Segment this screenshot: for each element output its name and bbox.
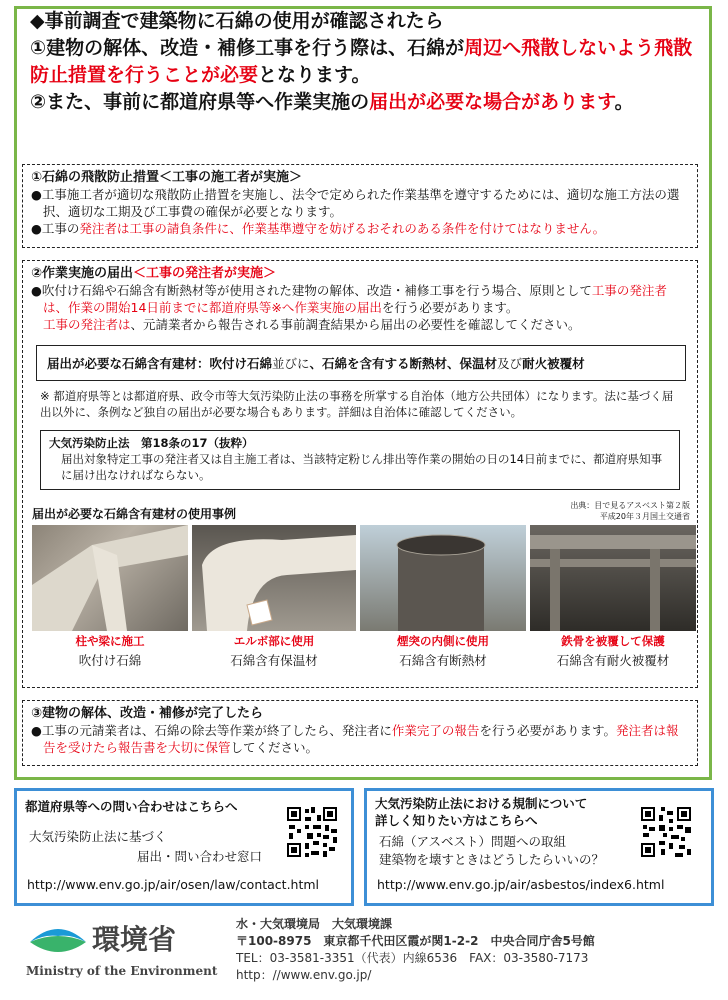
source-note: 出典：目で見るアスベスト第２版 平成20年３月国土交通省 bbox=[570, 501, 690, 521]
example1-caption: 吹付け石綿 bbox=[78, 653, 142, 668]
ministry-name-logo: 環境省 bbox=[92, 923, 177, 956]
header-line1: ◆事前調査で建築物に石綿の使用が確認されたら bbox=[30, 10, 444, 32]
photo-chimney-insulation bbox=[360, 525, 526, 631]
section3-title: ③建物の解体、改造・補修が完了したら bbox=[31, 706, 264, 721]
contact-right-links: 石綿（アスベスト）問題への取組 建築物を壊すときはどうしたらいいの？ bbox=[379, 834, 605, 867]
section2-bullet1: ●吹付け石綿や石綿含有断熱材等が使用された建物の解体、改造・補修工事を行う場合、原則として工事の発注者は、作業の開始14日前までに都道府県等※へ作業実施の届出を行う必要があります。 工事の発注者は、元請業者から報告される事前調査結果から届出の必要性を確認してください。 bbox=[31, 283, 667, 332]
law-title: 大気汚染防止法 第18条の17（抜粋） bbox=[49, 436, 254, 450]
contact-left-title: 都道府県等への問い合わせはこちらへ bbox=[25, 799, 238, 814]
footer-web: http：//www.env.go.jp/ bbox=[236, 968, 372, 982]
ministry-logo-icon bbox=[28, 918, 88, 962]
example4-caption-red: 鉄骨を被覆して保護 bbox=[561, 634, 665, 648]
contact-right-title: 大気汚染防止法における規制について 詳しく知りたい方はこちらへ bbox=[375, 796, 588, 828]
example2-caption-red: エルボ部に使用 bbox=[233, 634, 315, 648]
contact-prefecture-box bbox=[14, 788, 354, 906]
footer-address: 〒100-8975 東京都千代田区霞が関1-2-2 中央合同庁舎5号館 bbox=[236, 934, 595, 948]
contact-left-line1: 大気汚染防止法に基づく bbox=[29, 829, 167, 844]
ministry-name-en: Ministry of the Environment bbox=[26, 964, 218, 978]
example2-caption: 石綿含有保温材 bbox=[230, 653, 318, 668]
photo-elbow-insulation bbox=[192, 525, 356, 631]
qr-code-icon[interactable] bbox=[285, 805, 339, 859]
law-excerpt-box bbox=[40, 430, 680, 490]
section3-box bbox=[22, 700, 698, 766]
example3-caption: 石綿含有断熱材 bbox=[399, 653, 487, 668]
contact-left-url[interactable]: http://www.env.go.jp/air/osen/law/contact.html bbox=[27, 877, 320, 892]
header-line2: ①建物の解体、改造・補修工事を行う際は、石綿が周辺へ飛散しないよう飛散防止措置を行うことが必要となります。 bbox=[30, 37, 693, 86]
examples-title: 届出が必要な石綿含有建材の使用事例 bbox=[32, 507, 237, 521]
example1-caption-red: 柱や梁に施工 bbox=[75, 634, 145, 648]
footer-dept: 水・大気環境局 大気環境課 bbox=[236, 917, 393, 931]
law-text: 届出対象特定工事の発注者又は自主施工者は、当該特定粉じん排出等作業の開始の日の14日前までに、都道府県知事に届け出なければならない。 bbox=[61, 452, 663, 482]
section1-box bbox=[22, 164, 698, 248]
contact-regulation-box bbox=[364, 788, 714, 906]
photo-fireproof-coating bbox=[530, 525, 696, 631]
example3-caption-red: 煙突の内側に使用 bbox=[397, 634, 489, 648]
photo-sprayed-asbestos bbox=[32, 525, 188, 631]
section1-bullet2: ●工事の発注者は工事の請負条件に、作業基準遵守を妨げるおそれのある条件を付けてはなりません。 bbox=[31, 221, 606, 236]
footer-tel: TEL：03-3581-3351（代表）内線6536 FAX：03-3580-7173 bbox=[236, 951, 589, 965]
qr-code-icon[interactable] bbox=[639, 805, 693, 859]
section1-bullet1: ●工事施工者が適切な飛散防止措置を実施し、法令で定められた作業基準を遵守するためには、適切な施工方法の選択、適切な工期及び工事費の確保が必要となります。 bbox=[31, 187, 680, 219]
section2-title: ②作業実施の届出＜工事の発注者が実施＞ bbox=[31, 266, 277, 281]
required-materials-box: 届出が必要な石綿含有建材：吹付け石綿並びに、石綿を含有する断熱材、保温材及び耐火被覆材 bbox=[36, 345, 686, 381]
header-line3: ②また、事前に都道府県等へ作業実施の届出が必要な場合があります。 bbox=[30, 91, 634, 113]
header bbox=[30, 8, 710, 116]
contact-left-line2: 届出・問い合わせ窓口 bbox=[137, 849, 263, 864]
footer-contact bbox=[236, 916, 595, 984]
contact-right-url[interactable]: http://www.env.go.jp/air/asbestos/index6.html bbox=[377, 877, 665, 892]
section3-bullet1: ●工事の元請業者は、石綿の除去等作業が終了したら、発注者に作業完了の報告を行う必要があります。発注者は報告を受けたら報告書を大切に保管してください。 bbox=[31, 723, 679, 755]
section1-title: ①石綿の飛散防止措置＜工事の施工者が実施＞ bbox=[31, 170, 303, 185]
section2-note: ※ 都道府県等とは都道府県、政令市等大気汚染防止法の事務を所掌する自治体（地方公共団体）になります。法に基づく届出以外に、条例など独自の届出が必要な場合もあります。詳細は自治体に確認してください。 bbox=[40, 389, 674, 419]
example4-caption: 石綿含有耐火被覆材 bbox=[556, 653, 670, 668]
